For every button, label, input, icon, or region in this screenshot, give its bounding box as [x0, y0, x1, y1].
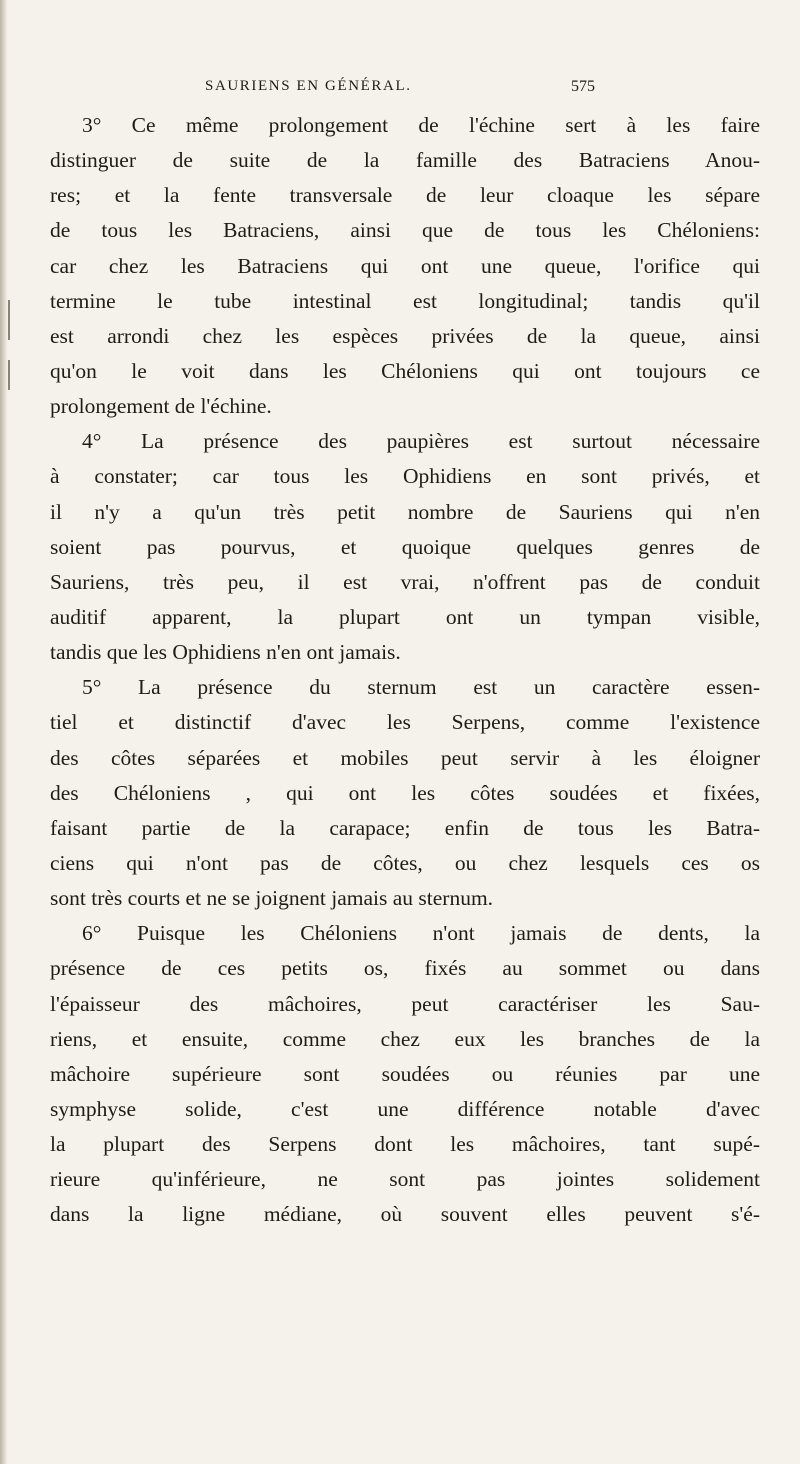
text-line: il n'y a qu'un très petit nombre de Sauriens qui n'en: [50, 499, 760, 524]
text-line: mâchoire supérieure sont soudées ou réunies par une: [50, 1061, 760, 1086]
body-text: [50, 108, 760, 1233]
text-line: 5° La présence du sternum est un caractère essen-: [82, 675, 760, 700]
text-line: auditif apparent, la plupart ont un tympan visible,: [50, 604, 760, 629]
text-line: symphyse solide, c'est une différence notable d'avec: [50, 1096, 760, 1121]
page-header: [205, 78, 595, 104]
text-line: est arrondi chez les espèces privées de la queue, ainsi: [50, 323, 760, 348]
text-line: Sauriens, très peu, il est vrai, n'offrent pas de conduit: [50, 569, 760, 594]
binding-mark: [8, 300, 10, 340]
text-line: de tous les Batraciens, ainsi que de tous les Chéloniens:: [50, 218, 760, 243]
text-line: sont très courts et ne se joignent jamais au sternum.: [50, 886, 494, 911]
text-line: 4° La présence des paupières est surtout nécessaire: [82, 429, 760, 454]
text-line: l'épaisseur des mâchoires, peut caractériser les Sau-: [50, 991, 760, 1016]
text-line: rieure qu'inférieure, ne sont pas jointes solidement: [50, 1167, 760, 1192]
text-line: qu'on le voit dans les Chéloniens qui ont toujours ce: [50, 358, 760, 383]
binding-mark: [8, 360, 10, 390]
text-line: présence de ces petits os, fixés au sommet ou dans: [50, 956, 760, 981]
text-line: dans la ligne médiane, où souvent elles peuvent s'é-: [50, 1202, 760, 1227]
text-line: à constater; car tous les Ophidiens en sont privés, et: [50, 464, 760, 489]
text-line: des côtes séparées et mobiles peut servir à les éloigner: [50, 745, 760, 770]
text-line: faisant partie de la carapace; enfin de tous les Batra-: [50, 815, 760, 840]
page-number: 575: [571, 78, 595, 95]
text-line: termine le tube intestinal est longitudinal; tandis qu'il: [50, 288, 760, 313]
text-line: la plupart des Serpens dont les mâchoires, tant supé-: [50, 1132, 760, 1157]
text-line: soient pas pourvus, et quoique quelques genres de: [50, 534, 760, 559]
page-binding-edge: [0, 0, 8, 1464]
running-head: SAURIENS EN GÉNÉRAL.: [205, 78, 412, 94]
text-line: 3° Ce même prolongement de l'échine sert à les faire: [82, 113, 760, 137]
text-line: des Chéloniens , qui ont les côtes soudées et fixées,: [50, 780, 760, 805]
text-line: tandis que les Ophidiens n'en ont jamais.: [50, 640, 401, 665]
text-line: tiel et distinctif d'avec les Serpens, comme l'existence: [50, 710, 760, 735]
text-line: distinguer de suite de la famille des Batraciens Anou-: [50, 148, 760, 173]
text-line: ciens qui n'ont pas de côtes, ou chez lesquels ces os: [50, 850, 760, 875]
text-line: car chez les Batraciens qui ont une queue, l'orifice qui: [50, 253, 760, 278]
text-line: res; et la fente transversale de leur cloaque les sépare: [50, 183, 760, 208]
text-line: riens, et ensuite, comme chez eux les branches de la: [50, 1026, 760, 1051]
text-line: prolongement de l'échine.: [50, 394, 272, 419]
text-line: 6° Puisque les Chéloniens n'ont jamais de dents, la: [82, 921, 760, 946]
